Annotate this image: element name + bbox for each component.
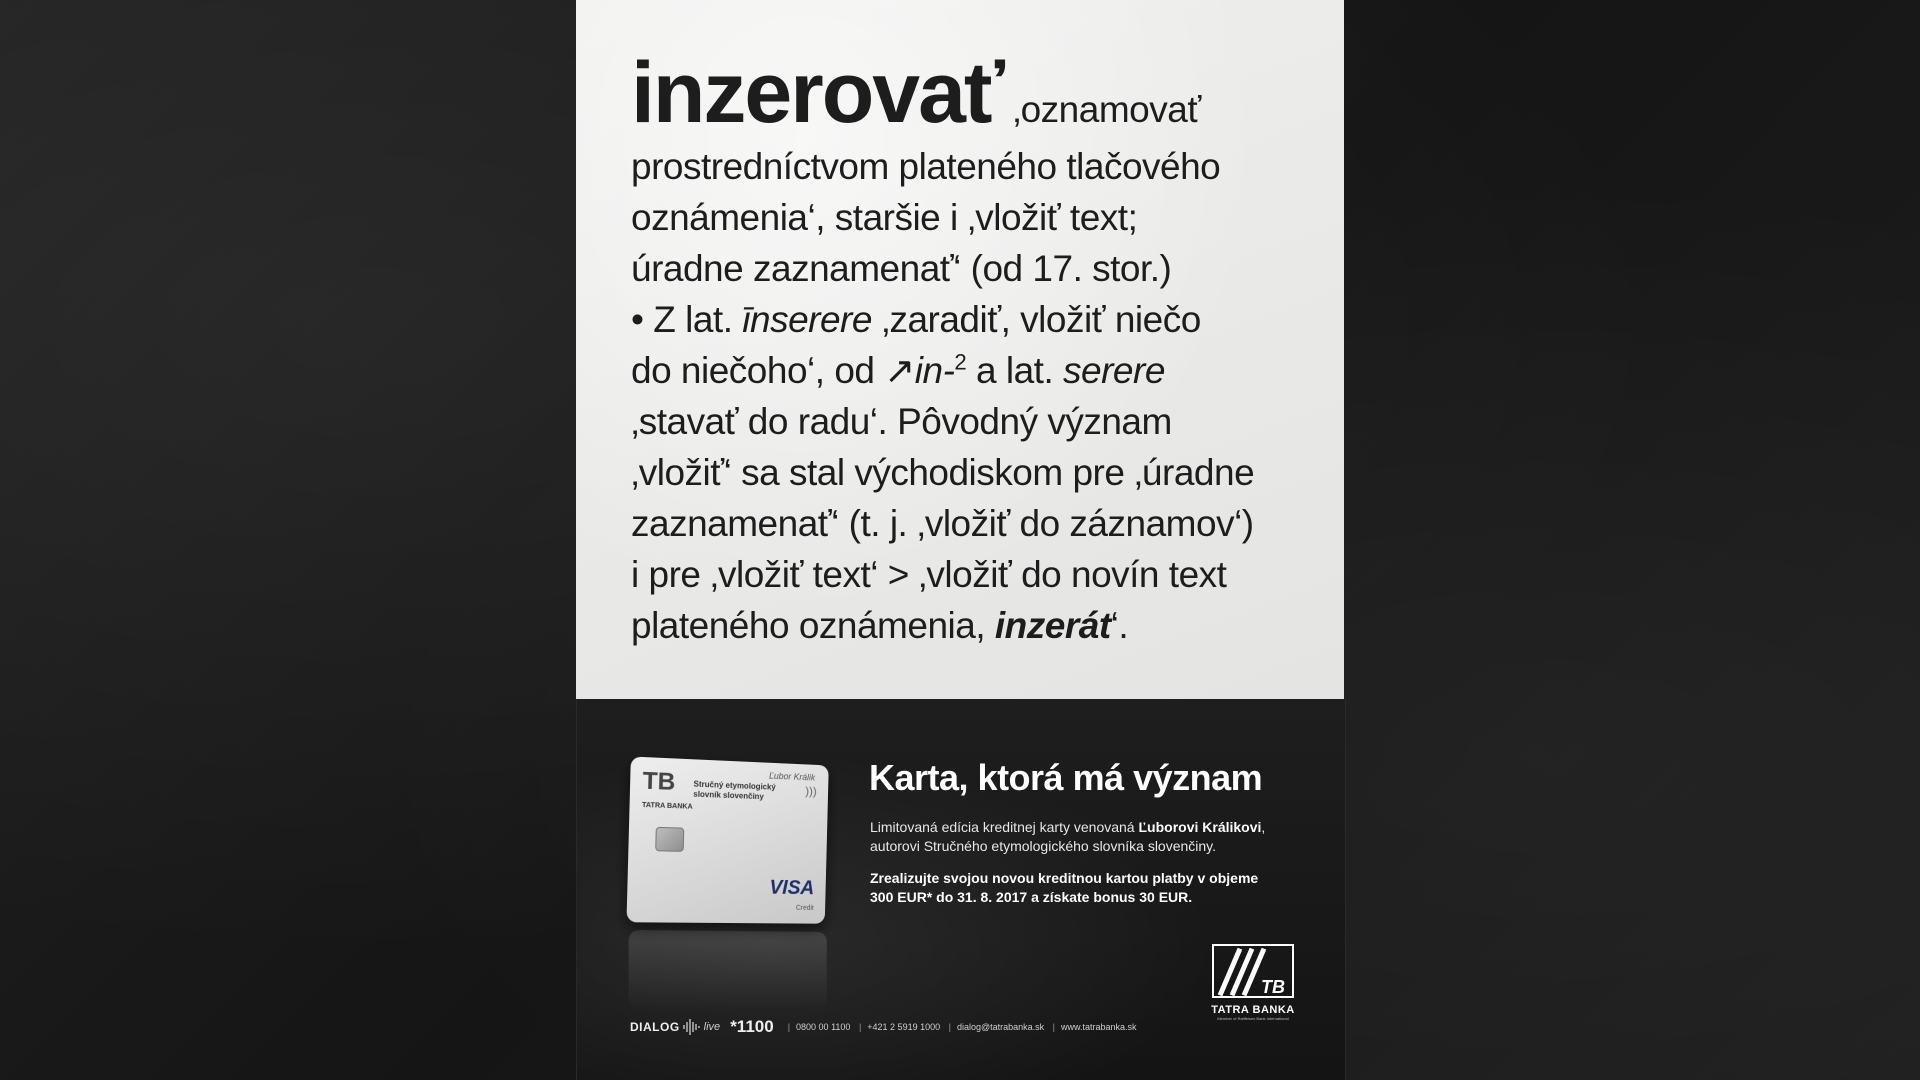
ad-offer-line: Zrealizujte svojou novou kreditnou kartou platby v objeme xyxy=(870,870,1259,886)
entry-line-10: i pre ‚vložiť text‘ > ‚vložiť do novín text xyxy=(631,554,1227,595)
ad-description xyxy=(870,818,1310,856)
ad-heading: Karta, ktorá má význam xyxy=(869,757,1263,798)
visa-logo: VISA xyxy=(769,876,815,900)
tatra-banka-logo xyxy=(1208,943,1298,1021)
entry-text: do niečoho‘, od xyxy=(631,350,885,391)
card-title xyxy=(693,779,802,803)
card-tb-logo-icon: TB xyxy=(642,767,676,796)
entry-text: ‘. xyxy=(1110,605,1129,646)
dictionary-entry xyxy=(631,45,1321,651)
card-title-line: Stručný etymologický xyxy=(693,779,776,792)
entry-line-6 xyxy=(631,345,1321,396)
entry-line-2: prostredníctvom plateného tlačového xyxy=(631,146,1221,187)
dialog-live: live xyxy=(703,1021,721,1033)
entry-line-4: úradne zaznamenať‘ (od 17. stor.) xyxy=(631,248,1172,289)
entry-line-8: ‚vložiť‘ sa stal východiskom pre ‚úradne xyxy=(631,452,1255,493)
ad-offer-line: 300 EUR* do 31. 8. 2017 a získate bonus 30 EUR. xyxy=(870,889,1193,905)
cross-reference-arrow-icon: ↗ xyxy=(884,350,915,391)
ad-text: , xyxy=(1261,819,1266,835)
separator: | xyxy=(1052,1022,1056,1032)
card-signature: Ľubor Králik xyxy=(768,770,816,783)
ad-offer xyxy=(870,869,1310,907)
entry-line-5 xyxy=(631,294,1321,345)
svg-text:TB: TB xyxy=(1261,977,1285,997)
latin-word: serere xyxy=(1063,350,1165,391)
entry-line-3: oznámenia‘, staršie i ‚vložiť text; xyxy=(631,197,1138,238)
entry-line-1: ‚oznamovať xyxy=(1003,89,1201,130)
emphasized-word: inzerát xyxy=(994,605,1111,646)
tatra-banka-mark-icon xyxy=(1211,943,1295,999)
card-title-line: slovník slovenčiny xyxy=(693,789,764,802)
entry-line-7: ‚stavať do radu‘. Pôvodný význam xyxy=(631,401,1172,442)
separator: | xyxy=(858,1022,862,1032)
prefix-reference: in- xyxy=(914,350,955,391)
entry-text: plateného oznámenia, xyxy=(631,605,995,646)
dictionary-paper xyxy=(576,0,1344,699)
ad-text: autorovi Stručného etymologického slovníka slovenčiny. xyxy=(870,838,1217,854)
card-reflection xyxy=(629,930,827,1012)
card-type: Credit xyxy=(795,904,814,912)
dialog-logo: DIALOG xyxy=(630,1020,680,1034)
phone-number: 0800 00 1100 xyxy=(796,1022,851,1032)
tatra-banka-member-note: Member of Raiffeisen Bank International xyxy=(1217,1016,1289,1021)
entry-text: a lat. xyxy=(966,350,1064,391)
ad-author-name: Ľuborovi Králikovi xyxy=(1138,819,1262,835)
phone-number: +421 2 5919 1000 xyxy=(867,1022,941,1032)
email-address: dialog@tatrabanka.sk xyxy=(956,1022,1045,1032)
card-bank-name: TATRA BANKA xyxy=(641,801,693,811)
credit-card-image xyxy=(626,756,828,923)
tatra-banka-name: TATRA BANKA xyxy=(1211,1004,1295,1016)
contact-list xyxy=(782,1022,1137,1032)
short-number: *1100 xyxy=(730,1017,774,1036)
entry-line-9: zaznamenať‘ (t. j. ‚vložiť do záznamov‘) xyxy=(631,503,1254,544)
ad-text: Limitovaná edícia kreditnej karty venovaná xyxy=(870,819,1139,835)
card-chip-icon xyxy=(655,827,684,852)
poster xyxy=(576,0,1344,1080)
contactless-icon: ))) xyxy=(805,784,817,799)
contact-footer xyxy=(630,1017,1137,1037)
website-address: www.tatrabanka.sk xyxy=(1061,1022,1137,1032)
separator: | xyxy=(787,1022,791,1032)
entry-line-11 xyxy=(631,600,1321,651)
advertisement-panel xyxy=(576,699,1346,1080)
entry-text: • Z lat. xyxy=(631,299,743,340)
entry-text: ‚zaradiť, vložiť niečo xyxy=(871,299,1201,340)
latin-word: īnserere xyxy=(742,299,872,340)
headword: inzerovať xyxy=(631,45,1004,141)
soundwave-icon xyxy=(682,1018,700,1036)
superscript: 2 xyxy=(954,349,967,375)
separator: | xyxy=(948,1022,951,1032)
